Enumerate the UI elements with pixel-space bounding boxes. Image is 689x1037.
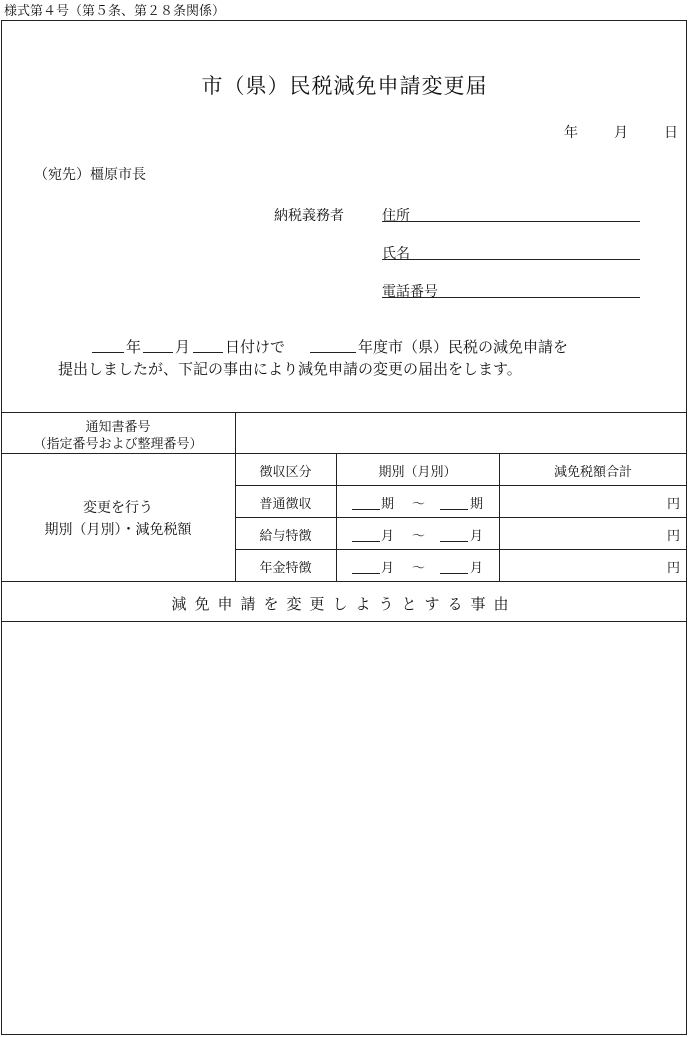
body-fiscal-year-text: 年度市（県）民税の減免申請を xyxy=(358,338,569,356)
body-day-blank[interactable] xyxy=(193,352,223,353)
row-yen: 円 xyxy=(666,497,680,512)
date-year: 年 xyxy=(564,125,578,141)
reason-header: 減免申請を変更しようとする事由 xyxy=(171,595,517,613)
row-period-from-blank[interactable] xyxy=(352,541,380,542)
row-yen: 円 xyxy=(666,529,680,544)
page-title: 市（県）民税減免申請変更届 xyxy=(201,74,488,98)
notice-bottom-line xyxy=(1,453,687,454)
header-total: 減免税額合計 xyxy=(553,465,632,480)
body-year-blank[interactable] xyxy=(92,352,124,353)
addressee: （宛先）橿原市長 xyxy=(34,167,146,183)
row-period-to-unit: 月 xyxy=(470,529,484,544)
header-period: 期別（月別） xyxy=(378,465,457,480)
row-type: 年金特徴 xyxy=(259,561,312,576)
body-text-line2: 提出しましたが、下記の事由により減免申請の変更の届出をします。 xyxy=(58,360,522,378)
row-type: 給与特徴 xyxy=(259,529,312,544)
date-day: 日 xyxy=(664,125,678,141)
row1-line xyxy=(235,517,687,518)
body-month-label: 月 xyxy=(175,338,191,356)
name-field[interactable] xyxy=(382,259,640,260)
row-period-to-unit: 期 xyxy=(470,497,484,512)
phone-field[interactable] xyxy=(382,297,640,298)
row-yen: 円 xyxy=(666,561,680,576)
change-label-line2: 期別（月別）・減免税額 xyxy=(44,522,192,538)
row2-line xyxy=(235,549,687,550)
notice-label-line2: （指定番号および整理番号） xyxy=(33,437,203,452)
form-number: 様式第４号（第５条、第２８条関係） xyxy=(4,4,226,19)
taxpayer-label: 納税義務者 xyxy=(274,208,344,224)
header-collection-type: 徴収区分 xyxy=(259,465,312,480)
phone-label: 電話番号 xyxy=(382,284,438,300)
body-year-label: 年 xyxy=(126,338,142,356)
address-label: 住所 xyxy=(382,208,410,224)
notice-number-field[interactable] xyxy=(236,413,686,452)
row-period-to-blank[interactable] xyxy=(440,573,468,574)
notice-label-line1: 通知書番号 xyxy=(85,420,151,435)
row-period-to-blank[interactable] xyxy=(440,509,468,510)
row-period-from-unit: 期 xyxy=(381,497,395,512)
body-fiscal-year-blank[interactable] xyxy=(310,352,356,353)
row-period-to-unit: 月 xyxy=(470,561,484,576)
row-type: 普通徴収 xyxy=(259,497,312,512)
name-label: 氏名 xyxy=(382,246,410,262)
address-field[interactable] xyxy=(382,221,640,222)
body-month-blank[interactable] xyxy=(143,352,173,353)
change-label-line1: 変更を行う xyxy=(83,500,153,516)
header-row-line xyxy=(235,485,687,486)
change-bottom-line xyxy=(1,581,687,582)
body-day-label: 日付けで xyxy=(225,338,286,356)
date-month: 月 xyxy=(614,125,628,141)
row-period-from-blank[interactable] xyxy=(352,573,380,574)
row-period-to-blank[interactable] xyxy=(440,541,468,542)
row-tilde: 〜 xyxy=(412,497,426,512)
row-period-from-blank[interactable] xyxy=(352,509,380,510)
row-period-from-unit: 月 xyxy=(381,529,395,544)
row-tilde: 〜 xyxy=(412,561,426,576)
row-period-from-unit: 月 xyxy=(381,561,395,576)
reason-field[interactable] xyxy=(2,622,686,1034)
row-tilde: 〜 xyxy=(412,529,426,544)
